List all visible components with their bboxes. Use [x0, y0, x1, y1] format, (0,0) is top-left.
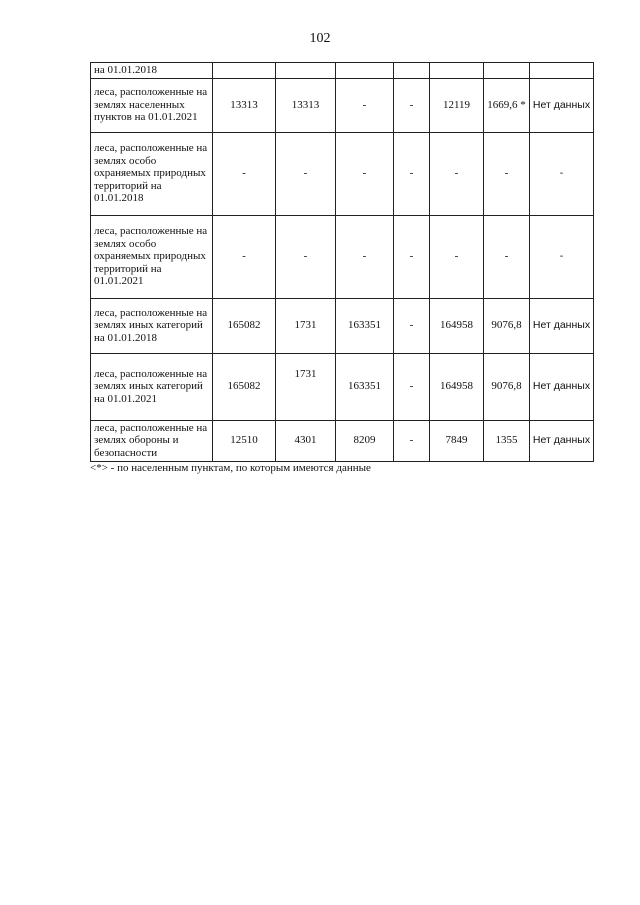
footnote: <*> - по населенным пунктам, по которым имеются данные — [90, 462, 371, 474]
cell-col5: 164958 — [430, 298, 484, 353]
cell-col3: 163351 — [336, 353, 394, 420]
cell-col4 — [394, 63, 430, 79]
cell-col7: Нет данных — [530, 353, 594, 420]
cell-col2: - — [276, 132, 336, 215]
cell-col5 — [430, 63, 484, 79]
cell-col6 — [484, 63, 530, 79]
row-label: леса, расположенные на землях обороны и безопасности — [91, 420, 213, 461]
cell-col6: - — [484, 215, 530, 298]
table-row — [91, 420, 594, 461]
cell-col5: 7849 — [430, 420, 484, 461]
cell-col2: 4301 — [276, 420, 336, 461]
cell-total: 165082 — [213, 298, 276, 353]
cell-col5: 164958 — [430, 353, 484, 420]
cell-col3 — [336, 63, 394, 79]
table-row — [91, 78, 594, 132]
cell-col7: Нет данных — [530, 420, 594, 461]
cell-col7: - — [530, 132, 594, 215]
cell-col4: - — [394, 78, 430, 132]
cell-col3: - — [336, 215, 394, 298]
forest-land-table — [90, 62, 594, 462]
cell-col2: - — [276, 215, 336, 298]
cell-col6: - — [484, 132, 530, 215]
cell-col4: - — [394, 298, 430, 353]
cell-col5: - — [430, 132, 484, 215]
table-row — [91, 215, 594, 298]
cell-col5: - — [430, 215, 484, 298]
page-number: 102 — [309, 31, 331, 46]
cell-col6: 9076,8 — [484, 353, 530, 420]
row-label: леса, расположенные на землях иных категорий на 01.01.2018 — [91, 298, 213, 353]
cell-col6: 1669,6 * — [484, 78, 530, 132]
row-label: на 01.01.2018 — [91, 63, 213, 79]
cell-col3: 163351 — [336, 298, 394, 353]
table-row — [91, 298, 594, 353]
cell-total: - — [213, 215, 276, 298]
row-label: леса, расположенные на землях иных категорий на 01.01.2021 — [91, 353, 213, 420]
row-label: леса, расположенные на землях особо охраняемых природных территорий на 01.01.2018 — [91, 132, 213, 215]
cell-total: 165082 — [213, 353, 276, 420]
cell-col4: - — [394, 132, 430, 215]
cell-col2: 13313 — [276, 78, 336, 132]
table-row — [91, 132, 594, 215]
cell-col6: 1355 — [484, 420, 530, 461]
cell-col2: 1731 — [276, 353, 336, 420]
cell-col3: 8209 — [336, 420, 394, 461]
cell-col3: - — [336, 132, 394, 215]
cell-col7: Нет данных — [530, 298, 594, 353]
cell-col4: - — [394, 353, 430, 420]
row-label: леса, расположенные на землях населенных пунктов на 01.01.2021 — [91, 78, 213, 132]
cell-total: - — [213, 132, 276, 215]
cell-col6: 9076,8 — [484, 298, 530, 353]
cell-col2 — [276, 63, 336, 79]
table-row — [91, 63, 594, 79]
cell-col7 — [530, 63, 594, 79]
cell-total: 13313 — [213, 78, 276, 132]
cell-col7: Нет данных — [530, 78, 594, 132]
cell-total: 12510 — [213, 420, 276, 461]
cell-col4: - — [394, 215, 430, 298]
cell-col4: - — [394, 420, 430, 461]
table-row — [91, 353, 594, 420]
row-label: леса, расположенные на землях особо охраняемых природных территорий на 01.01.2021 — [91, 215, 213, 298]
cell-col7: - — [530, 215, 594, 298]
cell-col3: - — [336, 78, 394, 132]
cell-col5: 12119 — [430, 78, 484, 132]
cell-total — [213, 63, 276, 79]
cell-col2: 1731 — [276, 298, 336, 353]
